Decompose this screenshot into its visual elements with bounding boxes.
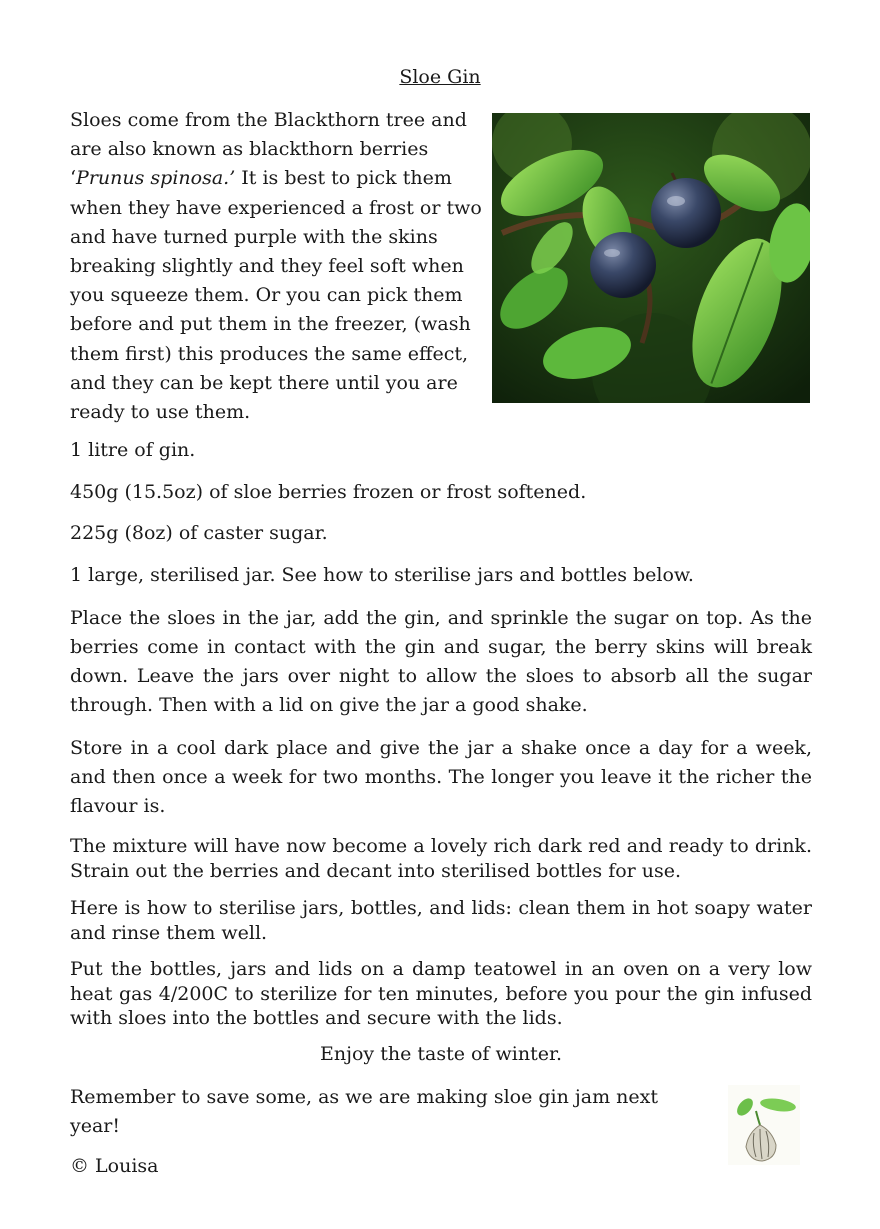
ingredient-gin: 1 litre of gin. bbox=[70, 439, 196, 461]
ingredient-sloes: 450g (15.5oz) of sloe berries frozen or frost softened. bbox=[70, 481, 587, 503]
step-store: Store in a cool dark place and give the jar a shake once a day for a week, and then once a week for two months. The longer you leave it the richer the flavour is. bbox=[70, 737, 812, 817]
ingredient-jar: 1 large, sterilised jar. See how to sterilise jars and bottles below. bbox=[70, 564, 694, 586]
tagline: Enjoy the taste of winter. bbox=[320, 1043, 562, 1065]
ingredient-sugar: 225g (8oz) of caster sugar. bbox=[70, 522, 328, 544]
step-mix: Place the sloes in the jar, add the gin, and sprinkle the sugar on top. As the berries come in contact with the gin and sugar, the berry skins will break down. Leave the jars over night to allow the sloes to absorb all the sugar through. Then with a lid on give the jar a good shake. bbox=[70, 607, 812, 716]
botanical-name: Prunus spinosa.’ bbox=[76, 167, 236, 190]
page-title: Sloe Gin bbox=[399, 66, 481, 88]
intro-text-end: It is best to pick them when they have experienced a frost or two and have turned purple with the skins breaking slightly and they feel soft when you squeeze them. Or you can pick them before and put them in the freezer, (wash them first) this produces the same effect, and they can be kept there until you are ready to use them. bbox=[70, 167, 482, 424]
closing-note: Remember to save some, as we are making sloe gin jam next year! bbox=[70, 1086, 658, 1137]
sprouting-seed-icon bbox=[728, 1085, 800, 1165]
step-strain: The mixture will have now become a lovely rich dark red and ready to drink. Strain out the berries and decant into sterilised bottles for use. bbox=[70, 835, 812, 882]
copyright: © Louisa bbox=[70, 1155, 159, 1177]
sloe-berries-photo bbox=[492, 113, 810, 403]
intro-text-start: Sloes come from the Blackthorn tree and are also known as blackthorn berries ‘ bbox=[70, 109, 467, 190]
intro-paragraph bbox=[70, 106, 490, 427]
sterilise-clean: Here is how to sterilise jars, bottles, and lids: clean them in hot soapy water and rinse them well. bbox=[70, 897, 812, 944]
sterilise-oven: Put the bottles, jars and lids on a damp teatowel in an oven on a very low heat gas 4/200C to sterilize for ten minutes, before you pour the gin infused with sloes into the bottles and secure with the lids. bbox=[70, 958, 812, 1029]
